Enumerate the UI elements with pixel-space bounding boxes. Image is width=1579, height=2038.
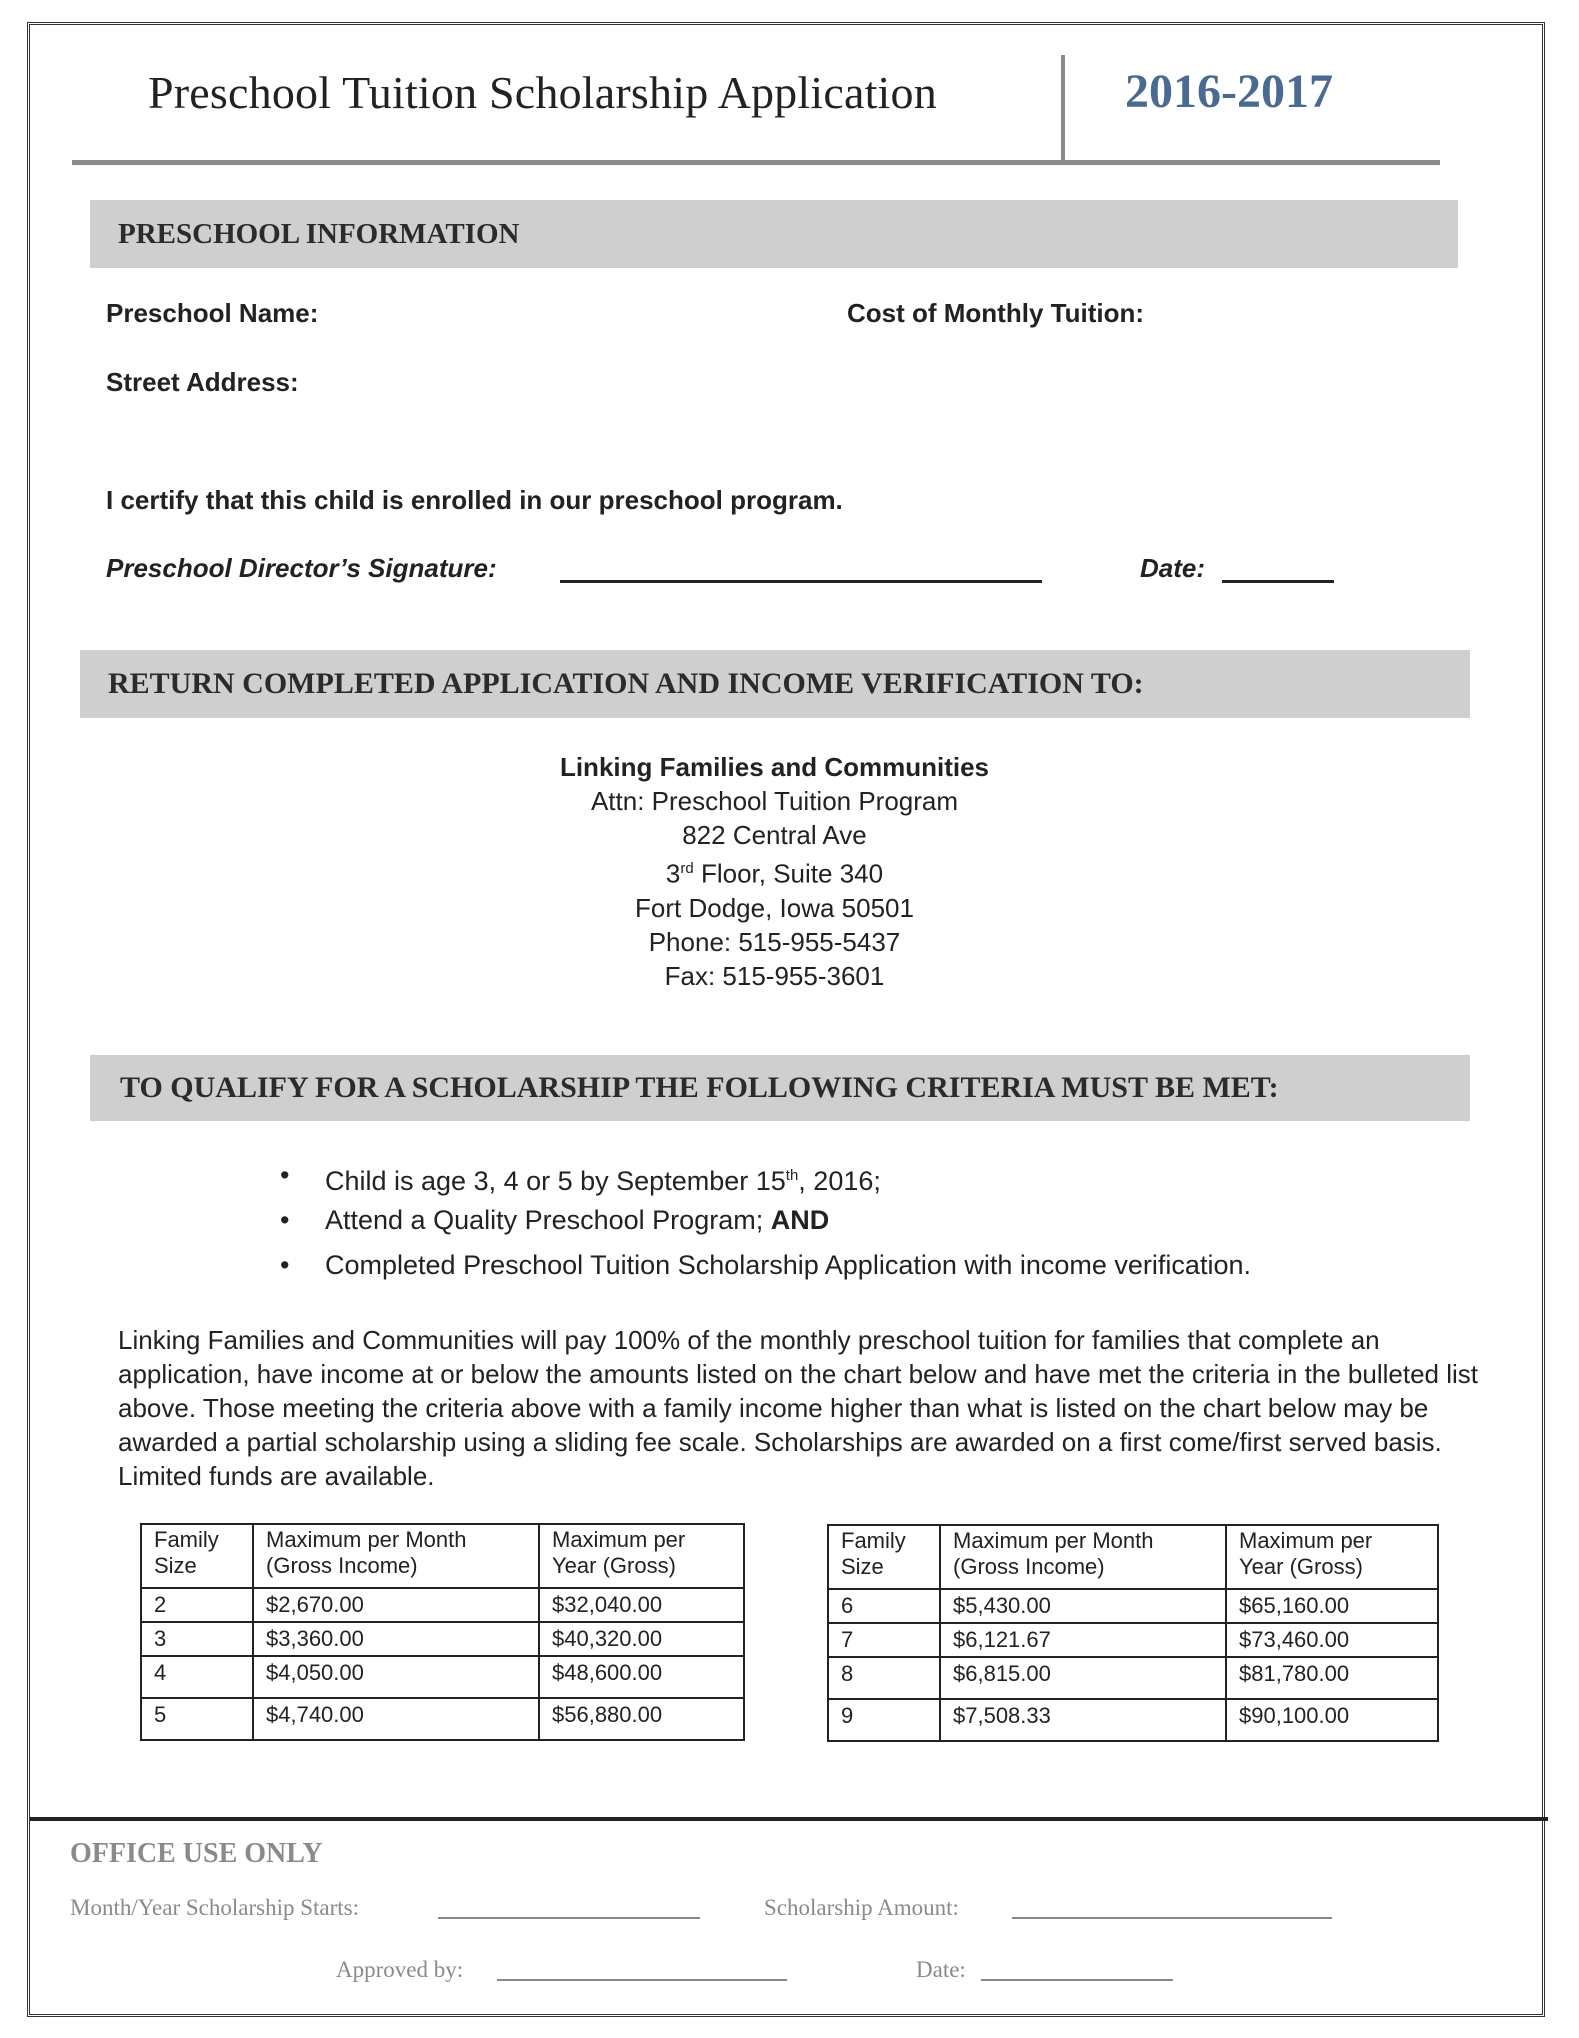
section-criteria: TO QUALIFY FOR A SCHOLARSHIP THE FOLLOWING CRITERIA MUST BE MET:	[90, 1055, 1470, 1121]
cell-max-month: $2,670.00	[253, 1588, 539, 1622]
director-date-label: Date:	[1140, 553, 1206, 583]
scholarship-description: Linking Families and Communities will pay 100% of the monthly preschool tuition for families that complete an application, have income at or below the amounts listed on the chart below and have met the criteria in the bulleted list above. Those meeting the criteria above with a family income higher than what is listed on the chart below may be awarded a partial scholarship using a sliding fee scale. Scholarships are awarded on a first come/first served basis. Limited funds are available.	[118, 1325, 1479, 1491]
criteria-item-age	[280, 1153, 1251, 1198]
criteria-item-application	[280, 1243, 1251, 1288]
scholarship-amount-label: Scholarship Amount:	[764, 1895, 959, 1920]
cell-max-month: $4,050.00	[253, 1656, 539, 1698]
phone-line: Phone: 515-955-5437	[648, 926, 901, 957]
table-row	[141, 1656, 744, 1698]
floor-suite: Floor, Suite 340	[693, 858, 884, 889]
header-max-month: Maximum per Month (Gross Income)	[940, 1525, 1226, 1589]
income-table-right	[827, 1524, 1439, 1742]
criteria-and: AND	[770, 1205, 830, 1235]
table-row	[828, 1589, 1438, 1623]
scholarship-amount-field[interactable]	[1012, 1917, 1332, 1919]
table-row	[828, 1657, 1438, 1699]
ordinal-suffix: th	[785, 1167, 799, 1184]
cell-family-size: 8	[828, 1657, 940, 1699]
criteria-age-text: Child is age 3, 4 or 5 by September 15	[325, 1166, 786, 1196]
office-use-divider	[30, 1817, 1548, 1821]
approved-by-label: Approved by:	[336, 1957, 464, 1982]
income-table-left	[140, 1523, 745, 1741]
header-max-year: Maximum per Year (Gross)	[539, 1524, 744, 1588]
approved-by-field[interactable]	[497, 1979, 787, 1981]
criteria-item-quality	[280, 1198, 1251, 1243]
criteria-application-text: Completed Preschool Tuition Scholarship Application with income verification.	[325, 1250, 1251, 1280]
attn-line: Attn: Preschool Tuition Program	[590, 786, 959, 816]
cell-max-month: $5,430.00	[940, 1589, 1226, 1623]
director-signature-field[interactable]	[560, 580, 1042, 583]
header-family-size: Family Size	[828, 1525, 940, 1589]
cell-max-year: $90,100.00	[1226, 1699, 1438, 1741]
table-row	[141, 1698, 744, 1740]
criteria-quality-text: Attend a Quality Preschool Program;	[325, 1205, 771, 1235]
table-header-row	[828, 1525, 1438, 1589]
director-date-field[interactable]	[1222, 580, 1334, 583]
director-signature-label: Preschool Director’s Signature:	[106, 553, 497, 583]
office-date-label: Date:	[916, 1957, 966, 1982]
bullet-icon: •	[280, 1205, 290, 1235]
cell-family-size: 3	[141, 1622, 253, 1656]
header-family-size: Family Size	[141, 1524, 253, 1588]
organization-name: Linking Families and Communities	[559, 752, 990, 782]
floor-suffix: rd	[680, 860, 694, 877]
school-year: 2016-2017	[1125, 65, 1333, 118]
criteria-age-year: , 2016;	[798, 1166, 881, 1196]
cell-family-size: 2	[141, 1588, 253, 1622]
section-return-to: RETURN COMPLETED APPLICATION AND INCOME VERIFICATION TO:	[80, 650, 1470, 718]
floor-line	[0, 852, 1549, 891]
table-row	[828, 1623, 1438, 1657]
preschool-name-label: Preschool Name:	[106, 298, 319, 328]
scholarship-start-field[interactable]	[438, 1917, 700, 1919]
cell-max-year: $32,040.00	[539, 1588, 744, 1622]
cell-family-size: 4	[141, 1656, 253, 1698]
return-address	[0, 750, 1549, 993]
cell-max-month: $4,740.00	[253, 1698, 539, 1740]
title-rule	[72, 160, 1440, 165]
header-max-year: Maximum per Year (Gross)	[1226, 1525, 1438, 1589]
scholarship-start-label: Month/Year Scholarship Starts:	[70, 1895, 359, 1920]
cell-max-year: $56,880.00	[539, 1698, 744, 1740]
cell-family-size: 7	[828, 1623, 940, 1657]
cell-max-month: $3,360.00	[253, 1622, 539, 1656]
criteria-list	[280, 1153, 1251, 1288]
cell-max-year: $48,600.00	[539, 1656, 744, 1698]
city-state-zip: Fort Dodge, Iowa 50501	[635, 892, 914, 923]
cell-max-year: $81,780.00	[1226, 1657, 1438, 1699]
monthly-tuition-label: Cost of Monthly Tuition:	[847, 298, 1144, 328]
fax-line: Fax: 515-955-3601	[664, 960, 885, 991]
cell-max-month: $6,121.67	[940, 1623, 1226, 1657]
cell-max-year: $40,320.00	[539, 1622, 744, 1656]
cell-max-year: $73,460.00	[1226, 1623, 1438, 1657]
table-row	[141, 1622, 744, 1656]
table-row	[141, 1588, 744, 1622]
cell-max-month: $7,508.33	[940, 1699, 1226, 1741]
street-address-label: Street Address:	[106, 367, 299, 397]
cell-family-size: 9	[828, 1699, 940, 1741]
street-line: 822 Central Ave	[682, 820, 867, 850]
title-divider	[1061, 55, 1065, 163]
cell-max-month: $6,815.00	[940, 1657, 1226, 1699]
table-header-row	[141, 1524, 744, 1588]
section-preschool-information: PRESCHOOL INFORMATION	[90, 200, 1458, 268]
bullet-icon: •	[280, 1250, 290, 1280]
certification-statement: I certify that this child is enrolled in our preschool program.	[106, 485, 843, 515]
cell-max-year: $65,160.00	[1226, 1589, 1438, 1623]
page-title: Preschool Tuition Scholarship Application	[148, 67, 937, 118]
office-use-title: OFFICE USE ONLY	[70, 1838, 323, 1869]
bullet-icon: •	[280, 1160, 290, 1190]
office-date-field[interactable]	[981, 1979, 1173, 1981]
cell-family-size: 6	[828, 1589, 940, 1623]
floor-number: 3	[665, 858, 681, 889]
cell-family-size: 5	[141, 1698, 253, 1740]
header-max-month: Maximum per Month (Gross Income)	[253, 1524, 539, 1588]
table-row	[828, 1699, 1438, 1741]
